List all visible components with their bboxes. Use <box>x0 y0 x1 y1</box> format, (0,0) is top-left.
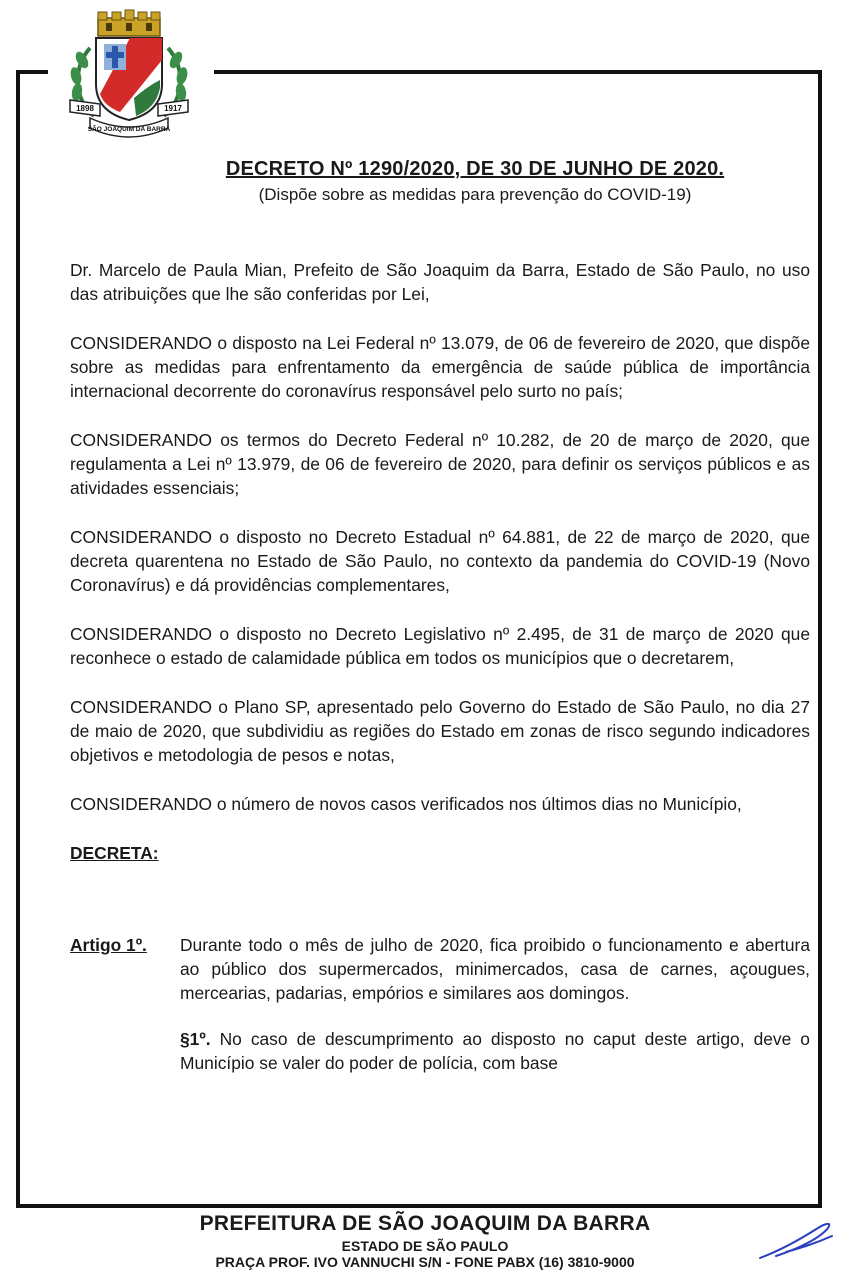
letterhead-footer <box>100 1212 750 1270</box>
footer-address: PRAÇA PROF. IVO VANNUCHI S/N - FONE PABX (16) 3810-9000 <box>215 1254 635 1270</box>
considerando-paragraph: CONSIDERANDO o número de novos casos verificados nos últimos dias no Município, <box>70 794 742 814</box>
artigo-1 <box>70 933 810 1005</box>
frame-top-left-line <box>16 70 48 74</box>
decree-header <box>160 158 790 205</box>
footer-state: ESTADO DE SÃO PAULO <box>341 1238 509 1254</box>
frame-top-right-line <box>214 70 822 74</box>
decree-body <box>70 258 810 1075</box>
municipal-crest-icon <box>60 8 198 140</box>
decree-subtitle: (Dispõe sobre as medidas para prevenção do COVID-19) <box>258 185 692 204</box>
decreta-heading: DECRETA: <box>70 843 159 863</box>
signature-mark-icon <box>756 1218 836 1264</box>
footer-municipality-name: PREFEITURA DE SÃO JOAQUIM DA BARRA <box>199 1212 651 1235</box>
considerando-paragraph: CONSIDERANDO o disposto na Lei Federal nº 13.079, de 06 de fevereiro de 2020, que dispõe sobre as medidas para enfrentamento da emergência de saúde pública de importância internacional decorrente do coronavírus responsável pelo surto no país; <box>70 333 810 401</box>
paragrafo-1-label: §1º. <box>180 1029 211 1049</box>
frame-left-line <box>16 70 20 1208</box>
paragrafo-1 <box>180 1027 810 1075</box>
decree-title: DECRETO Nº 1290/2020, DE 30 DE JUNHO DE 2020. <box>225 158 725 180</box>
preamble-paragraph: Dr. Marcelo de Paula Mian, Prefeito de São Joaquim da Barra, Estado de São Paulo, no uso das atribuições que lhe são conferidas por Lei, <box>70 260 810 304</box>
paragrafo-1-text: No caso de descumprimento ao disposto no caput deste artigo, deve o Município se valer do poder de polícia, com base <box>180 1029 810 1073</box>
crest-year-left: 1898 <box>76 104 94 113</box>
artigo-1-text: Durante todo o mês de julho de 2020, fica proibido o funcionamento e abertura ao público dos supermercados, minimercados, casa de carnes, açougues, mercearias, padarias, empórios e similares aos domingos. <box>180 935 810 1003</box>
considerando-paragraph: CONSIDERANDO o Plano SP, apresentado pelo Governo do Estado de São Paulo, no dia 27 de maio de 2020, que subdividiu as regiões do Estado em zonas de risco segundo indicadores objetivos e metodologia de pesos e notas, <box>70 697 810 765</box>
artigo-1-label: Artigo 1º. <box>70 935 147 955</box>
considerando-paragraph: CONSIDERANDO os termos do Decreto Federal nº 10.282, de 20 de março de 2020, que regulamenta a Lei nº 13.979, de 06 de fevereiro de 2020, para definir os serviços públicos e as atividades essenciais; <box>70 430 810 498</box>
frame-bottom-line <box>16 1204 822 1208</box>
considerando-paragraph: CONSIDERANDO o disposto no Decreto Estadual nº 64.881, de 22 de março de 2020, que decreta quarentena no Estado de São Paulo, no contexto da pandemia do COVID-19 (Novo Coronavírus) e dá providências complementares, <box>70 527 810 595</box>
crest-banner-text: SÃO JOAQUIM DA BARRA <box>87 126 171 133</box>
crest-year-right: 1917 <box>164 104 182 113</box>
frame-right-line <box>818 70 822 1208</box>
considerando-paragraph: CONSIDERANDO o disposto no Decreto Legislativo nº 2.495, de 31 de março de 2020 que reconhece o estado de calamidade pública em todos os municípios que o decretarem, <box>70 624 810 668</box>
